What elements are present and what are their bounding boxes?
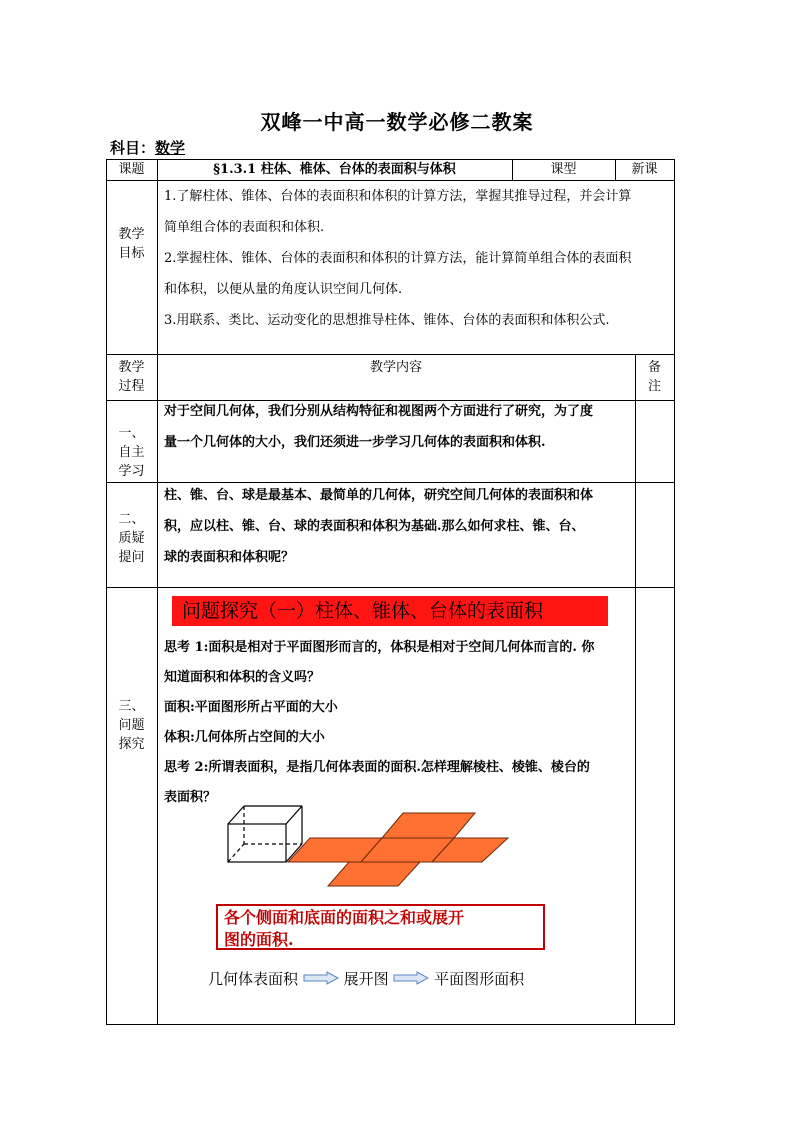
goals-label: 教学 目标 (118, 227, 145, 261)
goal-line: 1.了解柱体、锥体、台体的表面积和体积的计算方法，掌握其推导过程，并会计算 (164, 189, 632, 204)
think2-line: 表面积？ (164, 790, 217, 805)
surface-area-answer-box: 各个侧面和底面的面积之和或展开 图的面积. (216, 904, 545, 950)
box-shape (228, 806, 302, 862)
problem-banner: 问题探究（一）柱体、锥体、台体的表面积 (172, 596, 608, 626)
arrow-right-icon (393, 971, 429, 985)
subject-line (110, 137, 185, 158)
topic-value: §1.3.1 柱体、椎体、台体的表面积与体积 (213, 162, 456, 177)
area-definition: 面积:平面图形所占平面的大小 (164, 700, 338, 715)
section-two-text: 柱、锥、台、球是最基本、最简单的几何体，研究空间几何体的表面积和体 积，应以柱、锥、台、球的表面积和体积为基础.那么如何求柱、锥、台、 球的表面积和体积呢？ (164, 488, 594, 565)
prism-net-diagram (220, 798, 540, 890)
subject-label: 科目： (110, 139, 156, 157)
document-title: 双峰一中高一数学必修二教案 (260, 110, 534, 134)
goals-list (164, 181, 672, 336)
section-three-text (164, 633, 634, 813)
net-shape (288, 813, 508, 886)
goal-line: 2.掌握柱体、锥体、台体的表面积和体积的计算方法，能计算简单组合体的表面积 (164, 251, 632, 266)
arrow-right-icon (303, 971, 339, 985)
notes-header: 备 注 (647, 360, 661, 394)
type-label: 课型 (550, 162, 577, 177)
type-value: 新课 (631, 162, 658, 177)
goal-line: 简单组合体的表面积和体积. (164, 220, 325, 235)
process-label: 教学 过程 (118, 360, 145, 394)
section-three-label: 三、 问题 探究 (118, 699, 145, 752)
flow-net: 展开图 (343, 970, 389, 988)
flow-surface-area: 几何体表面积 (208, 970, 299, 988)
subject-value: 数学 (155, 139, 186, 157)
think1-line: 思考 1:面积是相对于平面图形而言的，体积是相对于空间几何体而言的. 你 (164, 640, 595, 655)
think2-line: 思考 2:所谓表面积，是指几何体表面的面积.怎样理解棱柱、棱锥、棱台的 (164, 760, 590, 775)
goal-line: 3.用联系、类比、运动变化的思想推导柱体、锥体、台体的表面积和体积公式. (164, 313, 610, 328)
flow-plane-area: 平面图形面积 (434, 970, 525, 988)
goal-line: 和体积，以便从量的角度认识空间几何体. (164, 282, 403, 297)
section-one-text: 对于空间几何体，我们分别从结构特征和视图两个方面进行了研究，为了度 量一个几何体的大小，我们还须进一步学习几何体的表面积和体积. (164, 404, 594, 450)
think1-line: 知道面积和体积的含义吗？ (164, 670, 321, 685)
volume-definition: 体积:几何体所占空间的大小 (164, 730, 325, 745)
topic-label: 课题 (118, 162, 145, 177)
content-header: 教学内容 (369, 360, 422, 375)
section-two-label: 二、 质疑 提问 (118, 512, 145, 565)
section-one-label: 一、 自主 学习 (118, 426, 145, 479)
concept-flow (208, 968, 524, 989)
